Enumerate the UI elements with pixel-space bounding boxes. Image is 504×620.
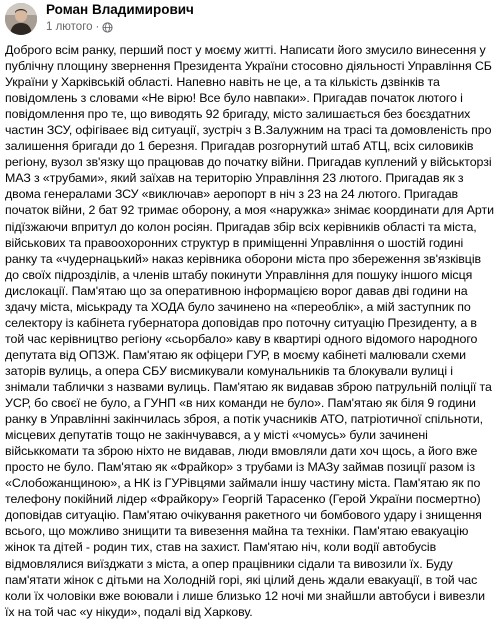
globe-icon-graphic (102, 22, 113, 33)
post-body (5, 42, 497, 620)
avatar-photo-icon (5, 3, 37, 35)
post-date[interactable]: 1 лютого (46, 21, 93, 33)
post-text: Доброго всім ранку, перший пост у моєму житті. Написати його змусило винесення у публічну площину звернення Президента України стосовно діяльності Управління СБ України у Харківській області. Напевно навіть не це, а та кількість дзвінків та повідомлень з словами «Не вірю! Все було навпаки». Пригадав початок лютого і повідомлення про те, що виводять 92 бригаду, місто залишається без боєздатних частин ЗСУ, офігіваеє від ситуації, зустріч з В.Залужним на трасі та домовленість про залишення бригади до 1 березня. Пригадав розгорнутий штаб АТЦ, всіх силовиків регіону, вузол зв'язку що працював до початку війни. Пригадав куплений у військторзі МАЗ з «трубами», який заїхав на територію Управління 23 лютого. Пригадав як з двома генералами ЗСУ «виключав» аеропорт в ніч з 23 на 24 лютого. Пригадав початок війни, 2 бат 92 тримає оборону, а моя «наружка» знімає координати для Арти підїзжаючи впритул до колон росіян. Пригадав збір всіх керівників області та міста, військових та правоохоронних структур в приміщенні Управління о шостій годині ранку та «чудернацький» наказ керівника оборони міста про збереження зв'язківців до своїх підрозділів, а членів штабу покинути Управління для пошуку іншого місця дислокації. Пам'ятаю що за оперативною інформацією ворог давав дві години на здачу міста, міськраду та ХОДА було зачинено на «переоблік», а мій заступник по селектору із кабінета губернатора доповідав про поточну ситуацію Президенту, а в той час керівництво регіону «сьорбало» каву в квартирі одного відомого народного депутата від ОПЗЖ. Пам'ятаю як офіцери ГУР, в моєму кабінеті малювали схеми заторів вулиць, а опера СБУ висмикували комунальників та блокували вулиці і знімали таблички з назвами вулиць. Пам'ятаю як видавав зброю патрульній поліції та УСР, бо своєї не було, а ГУНП «в них команди не було». Пам'ятаю як біля 9 години ранку в Управлінні закінчилась зброя, а потік учасників АТО, патріотичної спільноти, місцевих депутатів тощо не закінчувався, а у місті «чомусь» були зачинені військкомати та зброю ніхто не видавав, люди вмовляли дати хоч щось, а його вже просто не було. Пам'ятаю як «Фрайкор» з трубами із МАЗу займав позиції разом із «Слобожанщиною», а НК із ГУРівцями займали іншу частину міста. Пам'ятаю як по телефону покійний лідер «Фрайкору» Георгій Тарасенко (Герой України посмертно) доповідав ситуацію. Пам'ятаю очікування ракетного чи бомбового удару і знищення всього, що можливо знищити та вивезення майна та техніки. Пам'ятаю евакуацію жінок та дітей - родин тих, став на захист. Пам'ятаю ніч, коли водії автобусів відмовлялися виїзджати з міста, а опер працівники сідали та вивозили їх. Буду пам'ятати жінок с дітьми на Холодній горі, які цілий день ждали евакуації, в той час коли їх чоловіки вже воювали і лише близько 12 ночі ми знайшли автобуси і вивезли їх на той час «у нікуди», подалі від Харкову. (5, 43, 494, 619)
post-meta (46, 20, 113, 34)
post-header (0, 0, 504, 42)
author-name[interactable]: Роман Владимирович (46, 2, 194, 17)
globe-icon[interactable] (102, 22, 113, 33)
author-avatar[interactable] (5, 3, 37, 35)
meta-separator: · (95, 21, 100, 33)
